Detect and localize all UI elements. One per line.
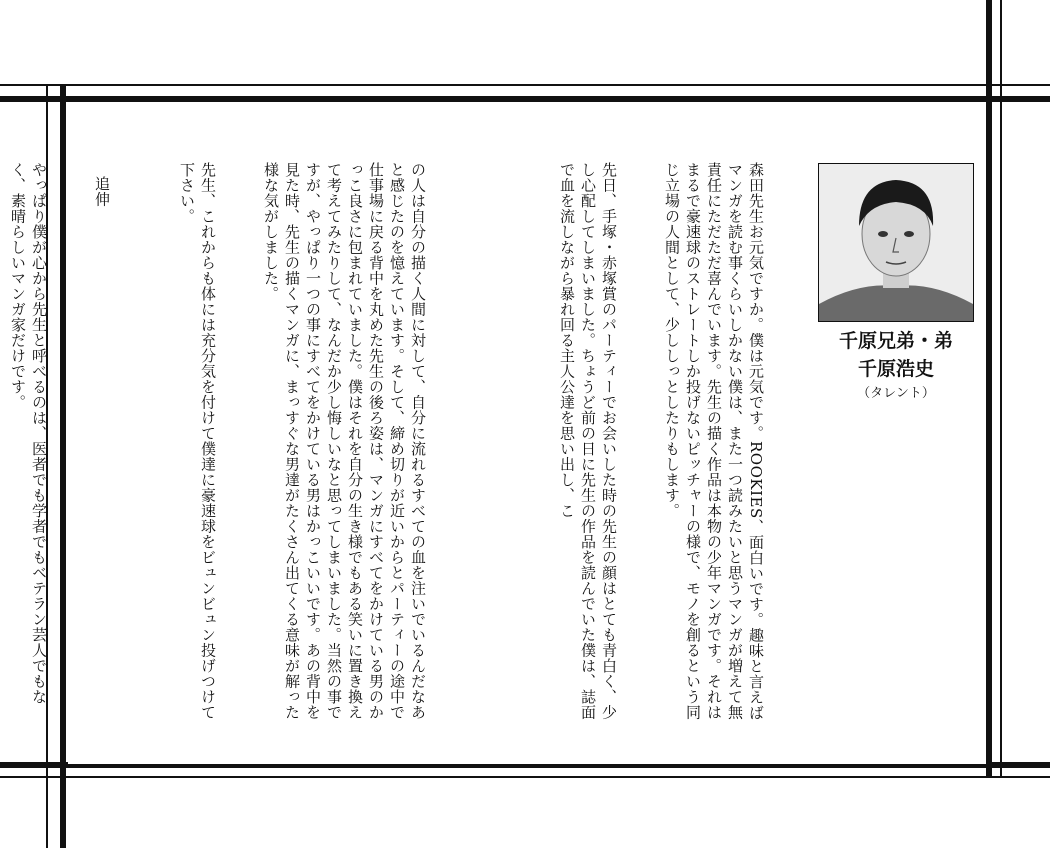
letter-paragraph: の人は自分の描く人間に対して、自分に流れるすべての血を注いでいるんだなあと感じたのを憶えています。そして、締め切りが近いからとパーティーの途中で仕事場に戻る背中を丸めた先生の後ろ姿は、マンガにすべてをかけている男のかっこ良さに包まれていました。僕はそれを自分の生き様でもある笑いに置き換えて考えてみたりして、なんだか少し悔しいなと思ってしまいました。当然の事ですが、やっぱり一つの事にすべてをかけている男はかっこいいです。あの背中を見た時、先生の描くマンガに、まっすぐな男達がたくさん出てくる意味が解った様な気がしました。 [262, 162, 427, 720]
letter-paragraph: 先生、これからも体には充分気を付けて僕達に豪速球をビュンビュン投げつけて下さい。 [178, 162, 217, 720]
letter-column-left [9, 162, 470, 722]
frame-line-bottom-2 [0, 776, 1050, 778]
letter-postscript-label: 追伸 [93, 176, 111, 207]
letter-postscript: やっぱり僕が心から先生と呼べるのは、医者でも学者でもベテラン芸人でもなく、素晴らしいマンガ家だけです。 [9, 162, 48, 705]
letter-paragraph: 森田先生お元気ですか。僕は元気です。ROOKIES、面白いです。趣味と言えばマンガを読む事くらいしかない僕は、また一つ読みたいと思うマンガが増えて無責任にただただ喜んでいます。先生の描く作品は本物の少年マンガです。それはまるで豪速球のストレートしか投げないピッチャーの様で、モノを創るという同じ立場の人間として、少ししっとしたりもします。 [663, 162, 765, 721]
frame-line-right-2 [1000, 0, 1002, 778]
occupation: （タレント） [857, 386, 935, 401]
person-name: 千原浩史 [857, 358, 934, 380]
frame-line-right-1 [986, 0, 992, 778]
frame-line-top-1 [0, 84, 1050, 86]
portrait-figure-icon [819, 164, 973, 321]
letter-paragraph: 先日、手塚・赤塚賞のパーティーでお会いした時の先生の顔はとても青白く、少し心配してしまいました。ちょうど前の日に先生の作品を読んでいた僕は、誌面で血を流しながら暴れ回る主人公達を思い出し、こ [558, 162, 618, 720]
frame-line-top-2 [0, 96, 1050, 102]
group-name: 千原兄弟・弟 [838, 330, 953, 352]
letter-column-right [558, 162, 808, 722]
portrait-photo [818, 163, 974, 322]
